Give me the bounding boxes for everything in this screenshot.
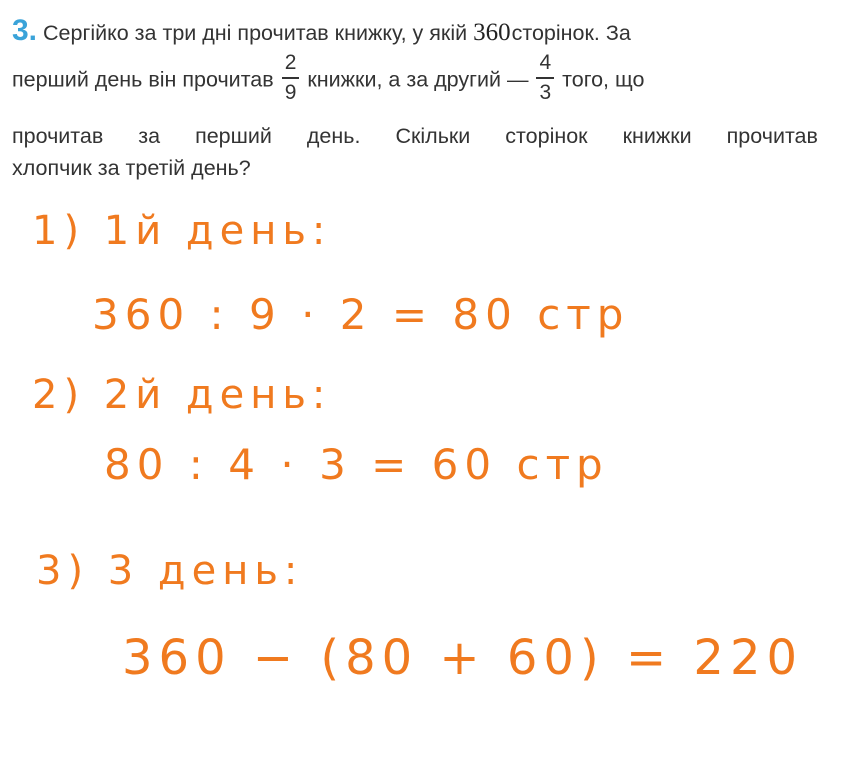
word: день. — [306, 124, 361, 148]
fraction-two-ninths — [282, 51, 300, 105]
step-2-calculation: 80 : 4 · 3 = 60 стр — [104, 440, 609, 489]
step-1-label: 1) 1й день: — [32, 208, 332, 254]
problem-text-4: хлопчик за третій день? — [12, 156, 251, 180]
problem-text-1b: сторінок. За — [511, 21, 631, 45]
fraction-bar — [282, 77, 300, 79]
step-3-calculation: 360 − (80 + 60) = 220 — [122, 630, 804, 686]
fraction-denominator: 3 — [539, 80, 552, 104]
problem-number: 3. — [12, 14, 38, 47]
fraction-denominator: 9 — [284, 80, 297, 104]
step-1-calculation: 360 : 9 · 2 = 80 стр — [92, 290, 630, 339]
step-3-label: 3) 3 день: — [36, 548, 304, 594]
problem-line-3 — [12, 124, 818, 149]
fraction-numerator: 2 — [284, 51, 297, 74]
fraction-bar — [536, 77, 554, 79]
problem-line-2 — [12, 51, 645, 108]
page-count: 360 — [473, 19, 511, 46]
problem-text-2b: книжки, а за другий — — [307, 67, 529, 92]
word: книжки — [622, 124, 692, 148]
problem-text-2a: перший день він прочитав — [12, 67, 274, 92]
word: прочитав — [12, 124, 104, 148]
word: за — [138, 124, 161, 148]
problem-text-2c: того, що — [562, 67, 645, 92]
word: сторінок — [505, 124, 588, 148]
word: перший — [195, 124, 272, 148]
problem-text-1a: Сергійко за три дні прочитав книжку, у якій — [43, 21, 468, 45]
problem-line-1 — [12, 14, 631, 48]
fraction-four-thirds — [536, 51, 554, 105]
step-2-label: 2) 2й день: — [32, 372, 332, 418]
problem-line-4 — [12, 156, 251, 181]
word: Скільки — [395, 124, 471, 148]
word: прочитав — [726, 124, 818, 148]
fraction-numerator: 4 — [539, 51, 552, 74]
